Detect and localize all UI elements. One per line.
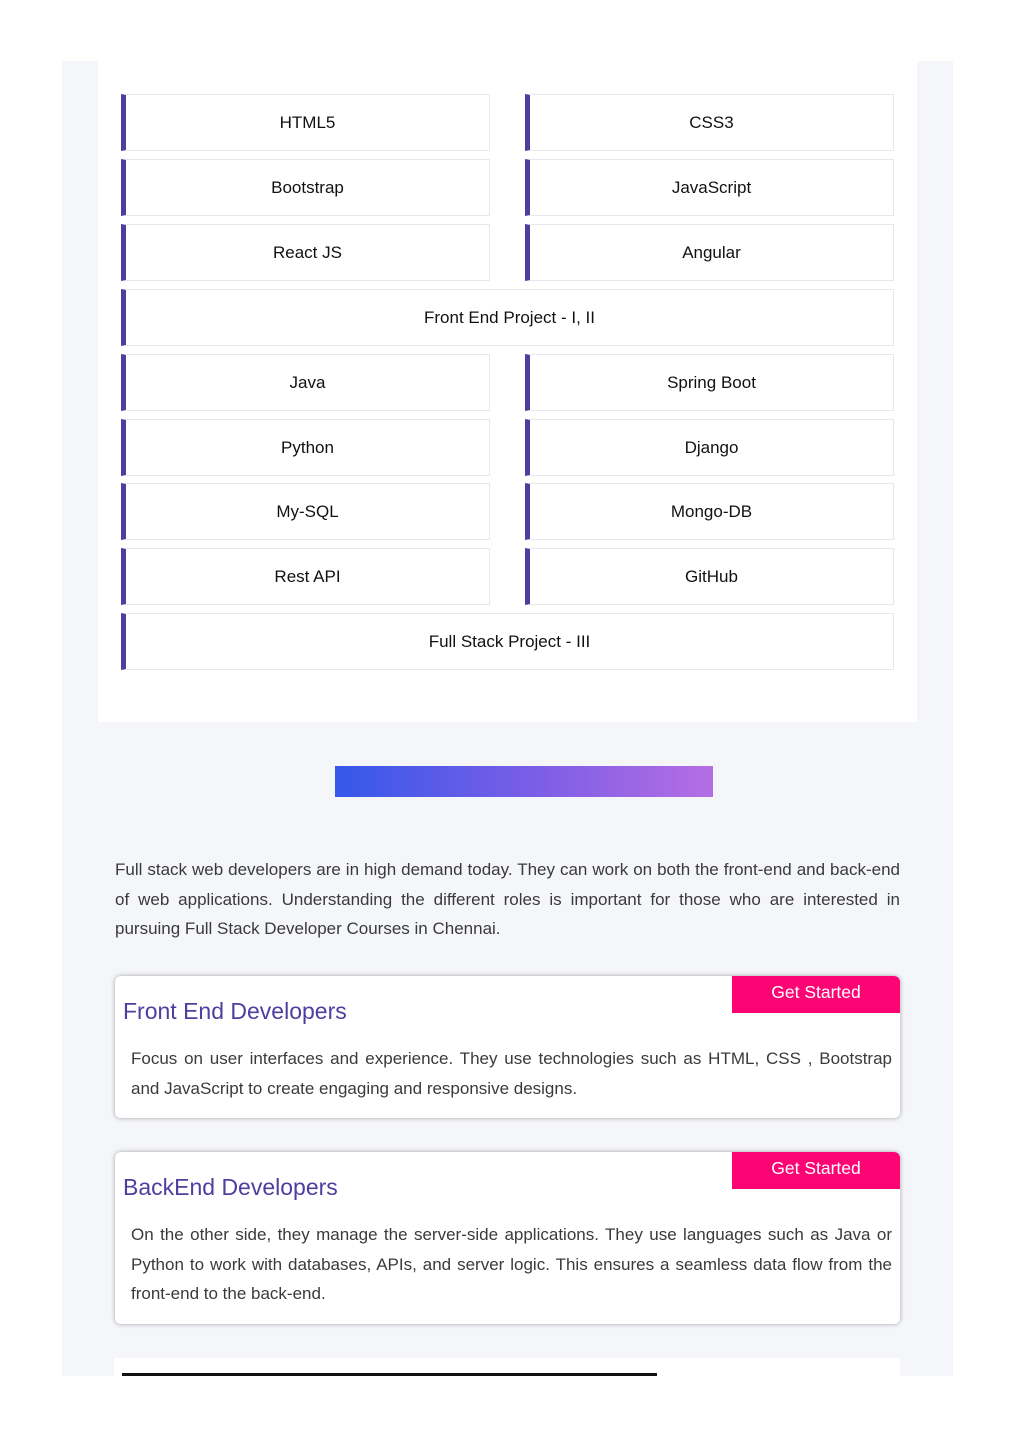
role-title: BackEnd Developers — [123, 1174, 338, 1200]
module-html5 — [121, 94, 490, 151]
module-label: My-SQL — [276, 501, 339, 521]
module-label: React JS — [273, 242, 342, 262]
get-started-button[interactable]: Get Started — [732, 1152, 900, 1189]
module-django — [525, 419, 894, 476]
module-label: Front End Project - I, II — [423, 307, 595, 327]
module-java — [121, 354, 490, 411]
module-label: HTML5 — [279, 112, 336, 132]
gradient-divider — [335, 766, 713, 797]
module-python — [121, 419, 490, 476]
module-mongo-db — [525, 483, 894, 540]
module-javascript — [525, 159, 894, 216]
module-label: Java — [289, 372, 326, 392]
role-description: Focus on user interfaces and experience. They use technologies such as HTML, CSS , Bootstrap and JavaScript to create engaging and responsive designs. — [131, 1049, 892, 1098]
backend-role-card — [115, 1152, 900, 1324]
module-label: Spring Boot — [667, 372, 756, 392]
module-label: JavaScript — [671, 177, 752, 197]
module-label: Django — [684, 437, 739, 457]
module-spring-boot — [525, 354, 894, 411]
module-label: Full Stack Project - III — [428, 631, 591, 651]
module-angular — [525, 224, 894, 281]
module-label: Mongo-DB — [670, 501, 753, 521]
get-started-button[interactable]: Get Started — [732, 976, 900, 1013]
intro-paragraph: Full stack web developers are in high demand today. They can work on both the front-end and back-end of web applications. Understanding the different roles is important for those who are interested in pursuing Full Stack Developer Courses in Chennai. — [115, 860, 900, 938]
module-react-js — [121, 224, 490, 281]
front-end-role-card — [115, 976, 900, 1118]
module-label: Rest API — [274, 566, 341, 586]
module-github — [525, 548, 894, 605]
module-front-end-project — [121, 289, 894, 346]
module-label: GitHub — [685, 566, 738, 586]
module-full-stack-project — [121, 613, 894, 670]
section-rule — [122, 1373, 657, 1376]
module-my-sql — [121, 483, 490, 540]
module-label: Python — [281, 437, 334, 457]
module-bootstrap — [121, 159, 490, 216]
role-title: Front End Developers — [123, 998, 347, 1024]
module-label: Bootstrap — [271, 177, 344, 197]
module-label: CSS3 — [689, 112, 734, 132]
role-description: On the other side, they manage the server-side applications. They use languages such as Java or Python to work with databases, APIs, and server logic. This ensures a seamless data flow from the front-end to the back-end. — [131, 1225, 892, 1303]
module-css3 — [525, 94, 894, 151]
module-label: Angular — [682, 242, 741, 262]
module-rest-api — [121, 548, 490, 605]
